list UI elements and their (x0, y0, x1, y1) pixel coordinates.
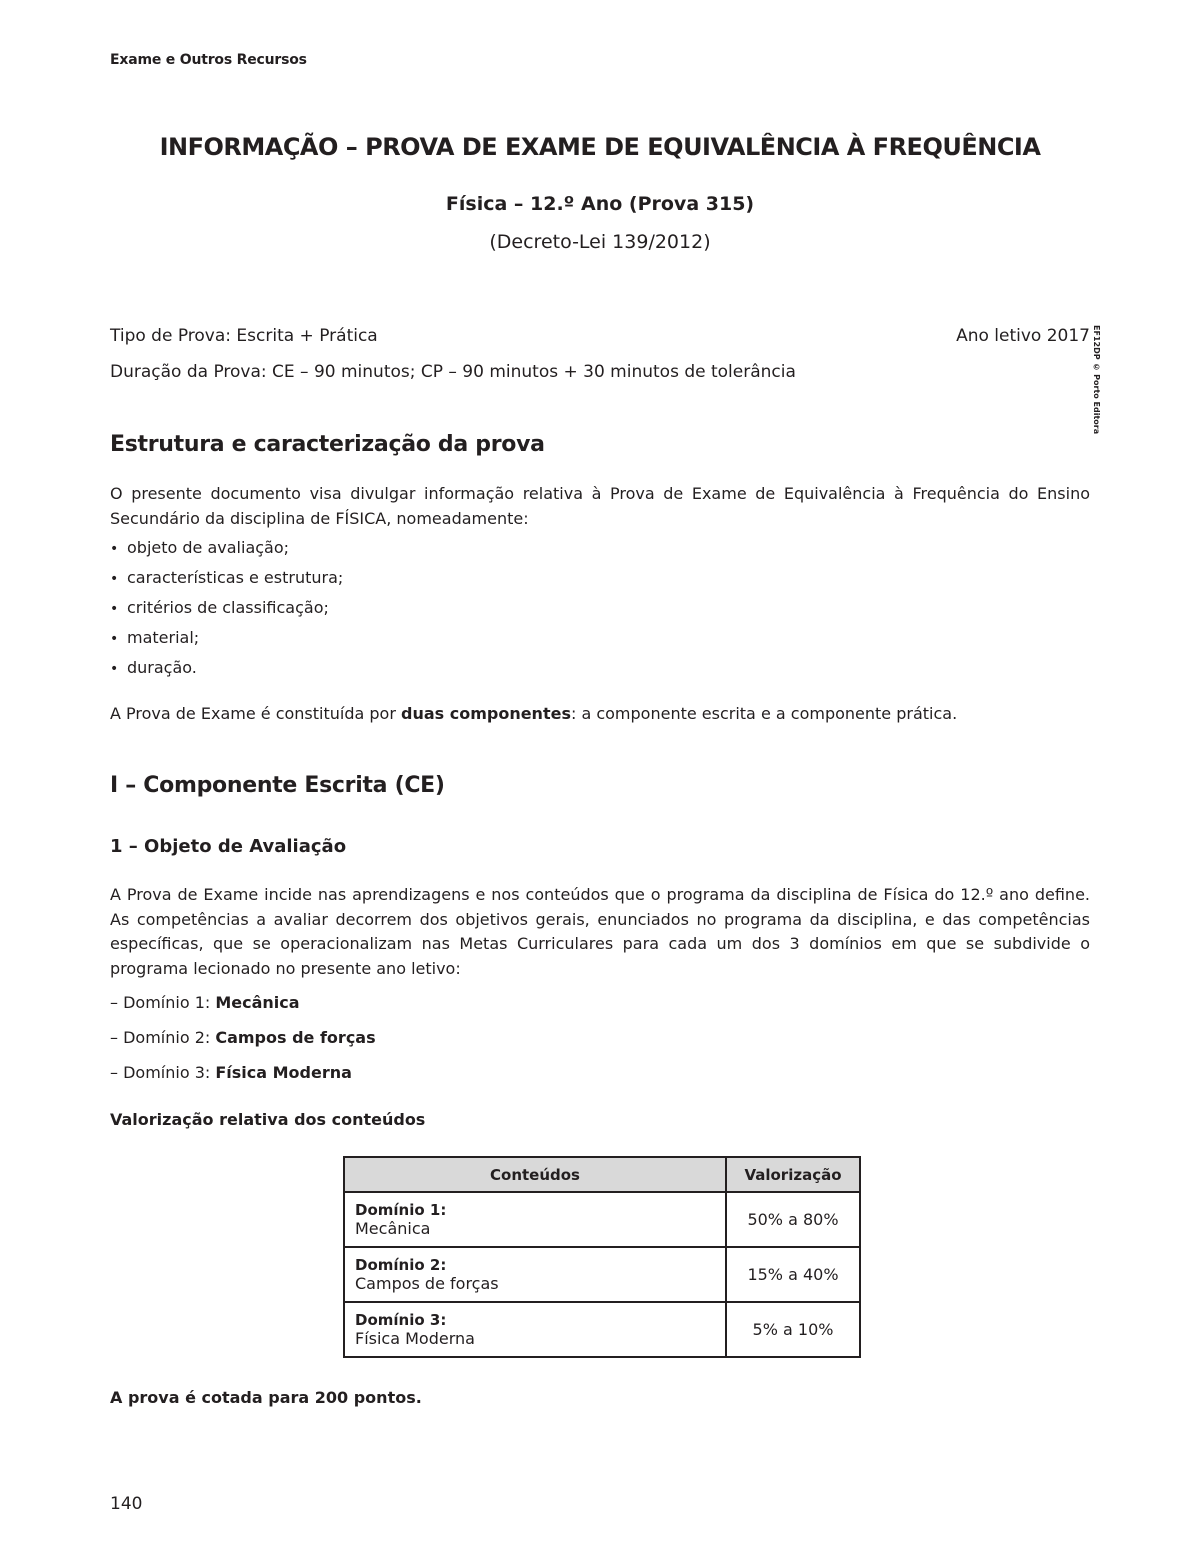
domain-name: Física Moderna (215, 1063, 352, 1082)
table-header-row (344, 1157, 860, 1192)
list-item: • objeto de avaliação; (110, 536, 343, 566)
exam-type: Tipo de Prova: Escrita + Prática (110, 326, 378, 346)
domain-item (110, 1028, 376, 1047)
domain-item (110, 993, 300, 1012)
domain-subject: Mecânica (355, 1219, 431, 1238)
valuation-cell: 15% a 40% (726, 1247, 860, 1302)
score-note: A prova é cotada para 200 pontos. (110, 1388, 422, 1407)
valuation-table (343, 1156, 861, 1358)
objective-heading: 1 – Objeto de Avaliação (110, 836, 347, 857)
components-text-pre: A Prova de Exame é constituída por (110, 704, 401, 723)
components-sentence (110, 702, 1090, 727)
list-item: • duração. (110, 656, 343, 686)
list-item: • material; (110, 626, 343, 656)
column-header-valuation: Valorização (726, 1157, 860, 1192)
table-row (344, 1192, 860, 1247)
table-row (344, 1302, 860, 1357)
running-header: Exame e Outros Recursos (110, 52, 307, 68)
domain-subject: Campos de forças (355, 1274, 499, 1293)
column-header-contents: Conteúdos (344, 1157, 726, 1192)
components-text-post: : a componente escrita e a componente prática. (570, 704, 958, 723)
domain-prefix: – Domínio 1: (110, 993, 216, 1012)
document-title: INFORMAÇÃO – PROVA DE EXAME DE EQUIVALÊNCIA À FREQUÊNCIA (159, 133, 1041, 161)
domain-label: Domínio 1: (355, 1201, 447, 1219)
list-item: • características e estrutura; (110, 566, 343, 596)
school-year: Ano letivo 2017 (956, 326, 1090, 346)
valuation-cell: 5% a 10% (726, 1302, 860, 1357)
components-text-bold: duas componentes (400, 704, 571, 723)
contents-cell (344, 1192, 726, 1247)
contents-cell (344, 1302, 726, 1357)
decree-reference: (Decreto-Lei 139/2012) (489, 231, 711, 253)
list-item: • critérios de classificação; (110, 596, 343, 626)
structure-intro: O presente documento visa divulgar informação relativa à Prova de Exame de Equivalência à Frequência do Ensino Secundário da disciplina de FÍSICA, nomeadamente: (110, 484, 1090, 528)
valuation-heading: Valorização relativa dos conteúdos (110, 1110, 426, 1129)
page-number: 140 (110, 1494, 143, 1514)
bullet-list (110, 536, 343, 686)
domain-name: Mecânica (215, 993, 300, 1012)
contents-cell (344, 1247, 726, 1302)
component-heading: I – Componente Escrita (CE) (110, 773, 445, 798)
document-subtitle: Física – 12.º Ano (Prova 315) (445, 193, 755, 215)
domain-label: Domínio 2: (355, 1256, 447, 1274)
publisher-note: EF12DP © Porto Editora (1092, 325, 1101, 435)
table-row (344, 1247, 860, 1302)
objective-paragraph: A Prova de Exame incide nas aprendizagens e nos conteúdos que o programa da disciplina de Física do 12.º ano define. As competências a avaliar decorrem dos objetivos gerais, enunciados no programa da disciplina, e das competências específicas, que se operacionalizam nas Metas Curriculares para cada um dos 3 domínios em que se subdivide o programa lecionado no presente ano letivo: (110, 885, 1090, 978)
domain-item (110, 1063, 352, 1082)
domain-label: Domínio 3: (355, 1311, 447, 1329)
domain-subject: Física Moderna (355, 1329, 475, 1348)
exam-duration: Duração da Prova: CE – 90 minutos; CP – 90 minutos + 30 minutos de tolerância (110, 362, 796, 382)
structure-heading: Estrutura e caracterização da prova (110, 432, 545, 457)
domain-prefix: – Domínio 2: (110, 1028, 216, 1047)
domain-prefix: – Domínio 3: (110, 1063, 216, 1082)
domain-name: Campos de forças (215, 1028, 376, 1047)
valuation-cell: 50% a 80% (726, 1192, 860, 1247)
